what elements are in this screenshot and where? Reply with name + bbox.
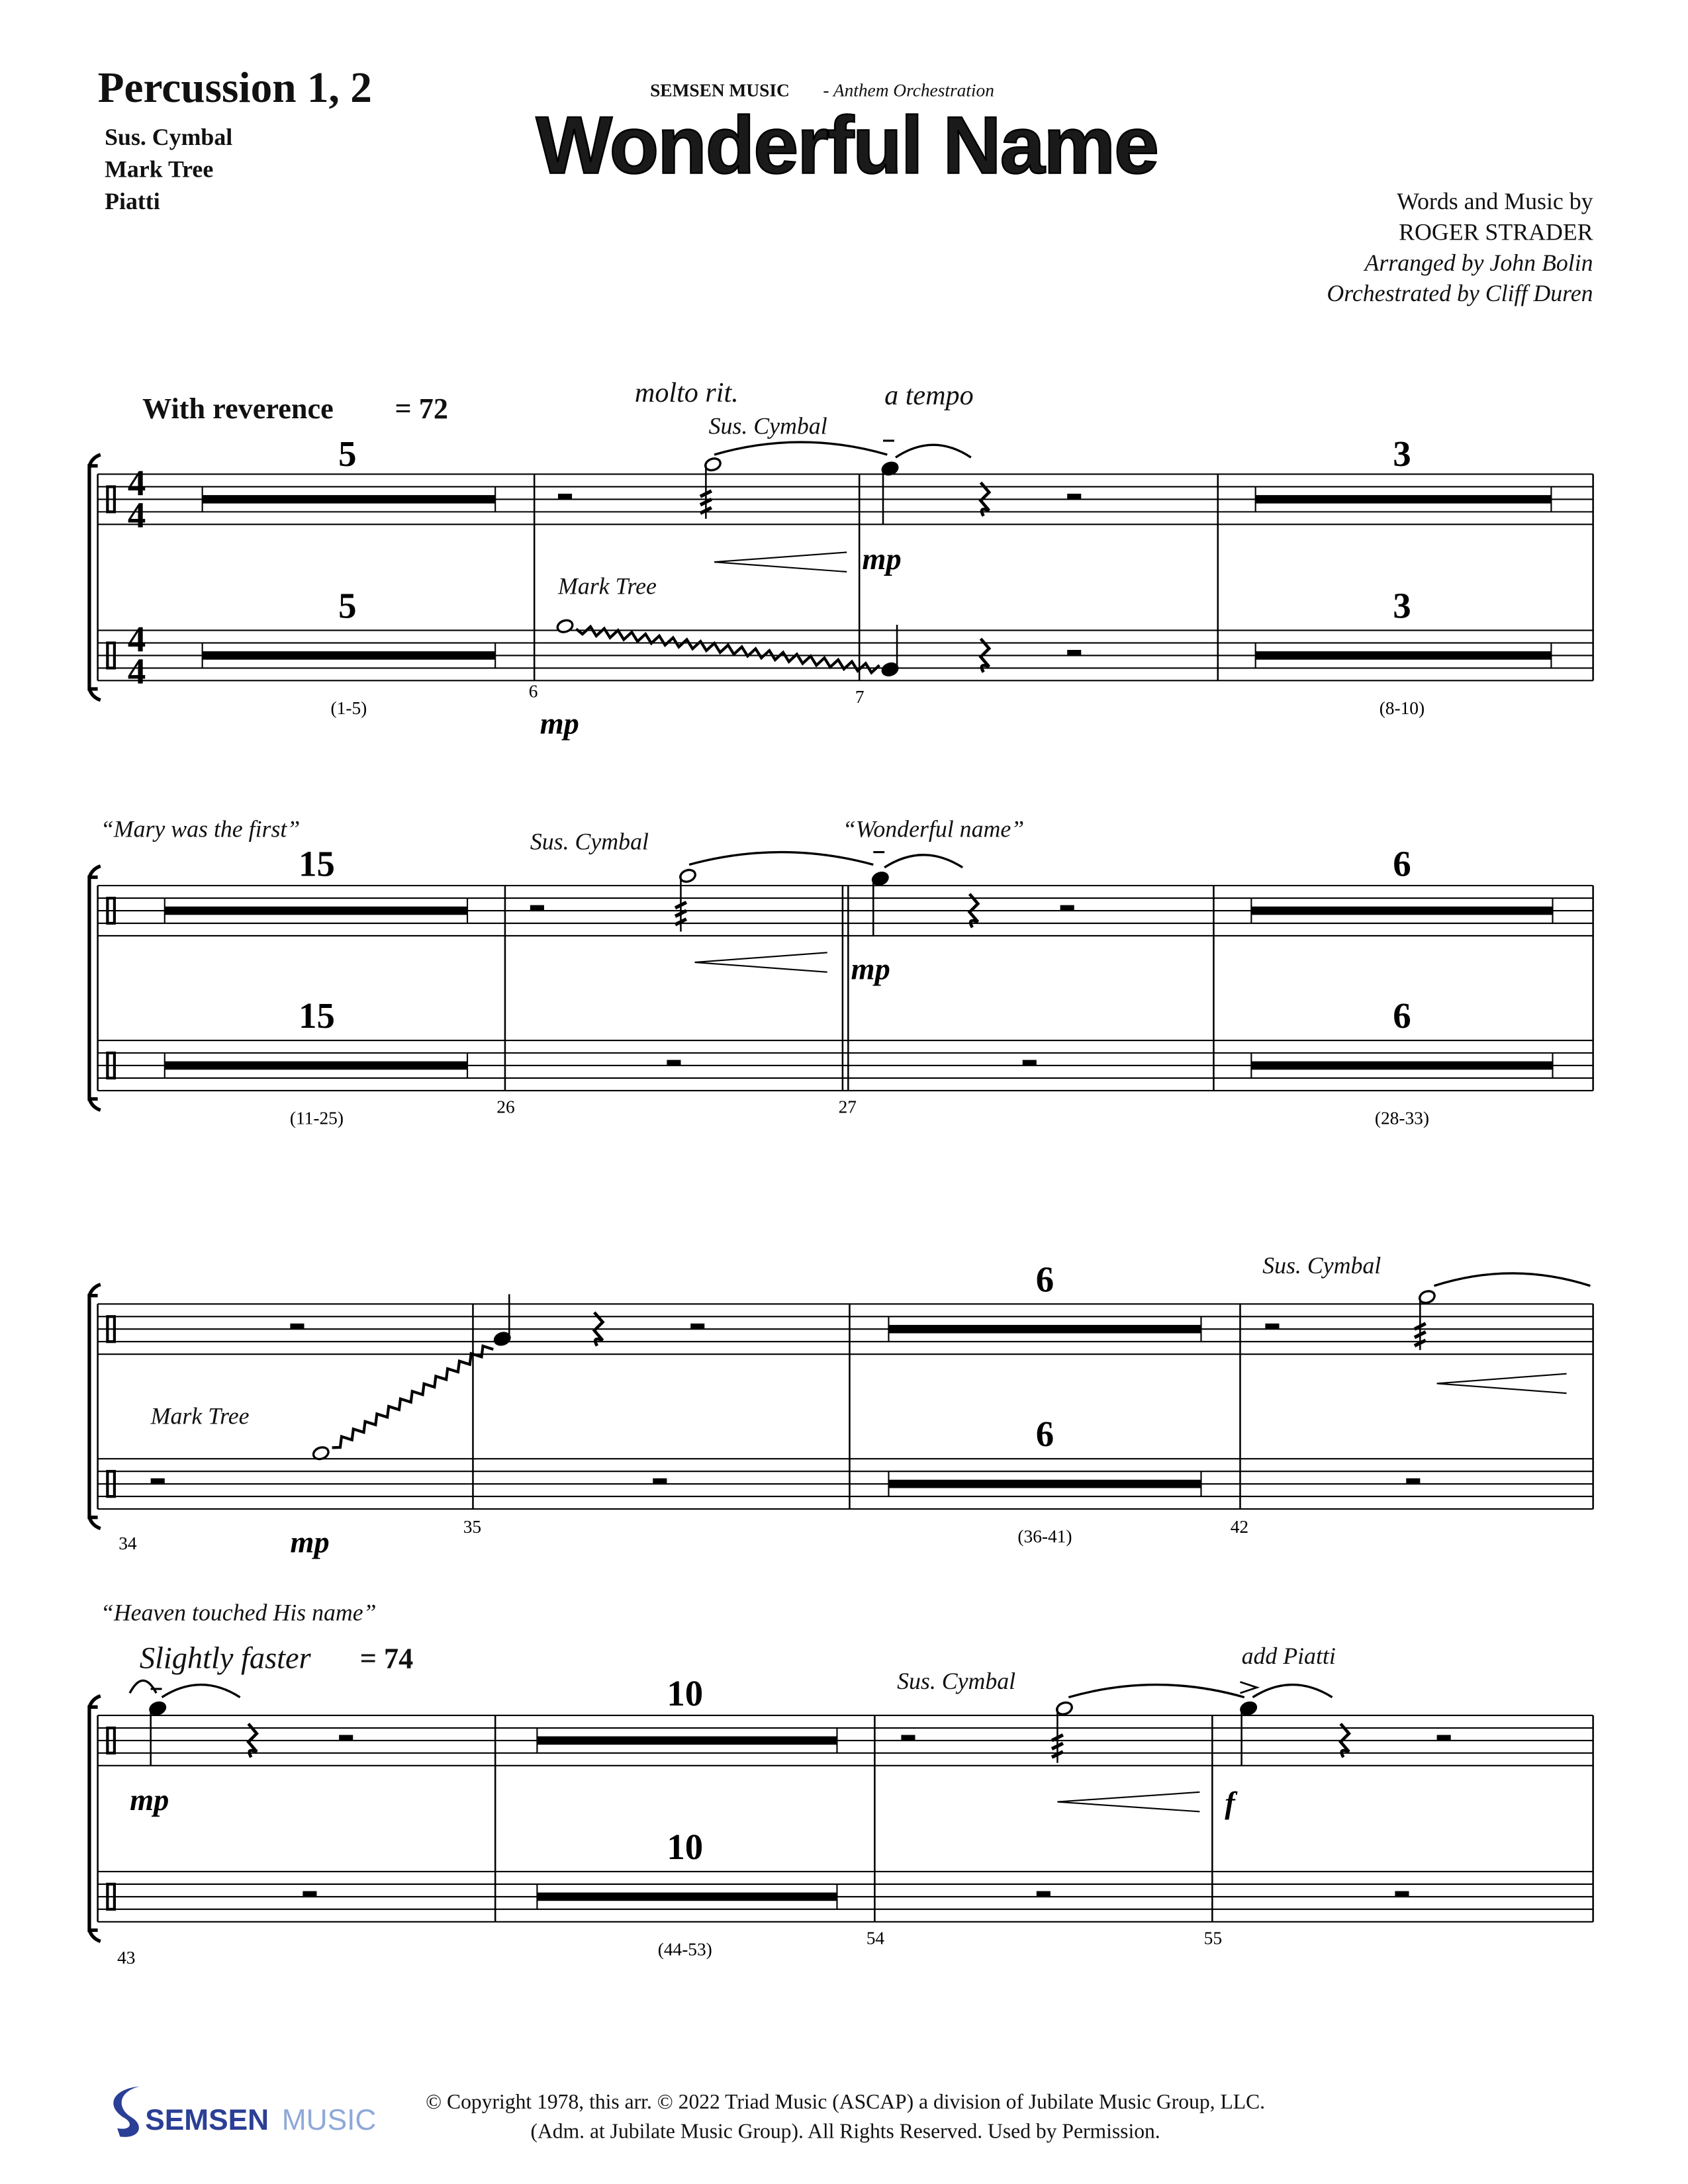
half-rest [1037,1891,1051,1896]
half-rest [1067,494,1081,499]
lyric-cue: “Heaven touched His name” [100,1599,377,1626]
glissando-line [332,1346,494,1447]
measure-number: 26 [496,1097,515,1117]
measure-range: (11-25) [289,1108,344,1128]
a-tempo: a tempo [884,380,974,412]
half-rest [901,1735,915,1740]
multirest-count: 6 [1393,995,1411,1036]
multirest-count: 10 [667,1673,704,1714]
credit-words-music: Words and Music by [1397,188,1593,215]
measure-range: (44-53) [657,1939,712,1960]
half-rest [1395,1891,1409,1896]
multirest-count: 6 [1035,1414,1055,1455]
add-piatti-label: add Piatti [1241,1642,1336,1669]
measure-number: 55 [1203,1928,1223,1948]
half-rest [290,1324,304,1329]
multimeasure-rest [537,1893,837,1901]
half-rest [667,1060,680,1066]
credit-orchestrator: Orchestrated by Cliff Duren [1327,280,1593,307]
notation-marks [89,441,1593,1941]
multirest-count: 3 [1393,433,1411,474]
part-title: Percussion 1, 2 [97,64,372,112]
measure-number: 27 [838,1097,857,1117]
multirest-count: 15 [299,995,335,1036]
multimeasure-rest [1251,1062,1552,1070]
measure-number: 6 [528,681,538,702]
measure-number: 34 [118,1533,137,1554]
logo-text-sub: MUSIC [281,2103,377,2136]
half-rest [1060,905,1074,911]
time-sig-bottom-num: 4 [127,619,146,660]
slur [1252,1685,1332,1698]
multimeasure-rest [1256,651,1552,660]
slur [1068,1685,1244,1698]
glissando-line [576,627,879,672]
half-rest [1067,650,1081,655]
lyric-cue: “Wonderful name” [842,815,1025,842]
instrument-1: Sus. Cymbal [105,124,233,151]
molto-rit: molto rit. [634,377,739,408]
slur [714,442,887,455]
logo-text-main: SEMSEN [145,2103,269,2136]
crescendo-hairpin [714,552,847,572]
slur [1434,1273,1590,1286]
dynamic-mp: mp [290,1525,330,1560]
multirest-count: 5 [338,433,357,474]
crescendo-hairpin [695,952,827,972]
multirest-count: 6 [1035,1259,1055,1300]
measure-number: 43 [117,1948,136,1968]
mark-tree-note [556,618,575,634]
multimeasure-rest [203,651,496,660]
publisher: SEMSEN MUSIC [650,80,790,101]
dynamic-mp: mp [130,1784,169,1818]
measure-range: (8-10) [1379,698,1425,718]
time-sig-top-num: 4 [127,463,146,504]
system-bracket [89,455,101,700]
half-rest [339,1735,353,1740]
half-rest [1265,1324,1279,1329]
system-bracket [89,866,101,1111]
measure-number: 54 [866,1928,885,1948]
semsen-logo [113,2086,376,2136]
half-rest [558,494,572,499]
sus-cymbal-label: Sus. Cymbal [1262,1251,1382,1279]
measure-number: 7 [855,687,865,707]
multirest-count: 15 [299,843,335,884]
measure-range: (1-5) [330,698,367,718]
logo-s-mark [113,2086,140,2136]
dynamic-mp: mp [539,707,579,741]
multirest-count: 3 [1393,585,1411,626]
copyright-line-1: © Copyright 1978, this arr. © 2022 Triad Music (ASCAP) a division of Jubilate Music Group, LLC. [426,2090,1266,2114]
slur [130,1680,156,1693]
measure-number: 35 [463,1516,482,1537]
half-rest [1406,1479,1420,1484]
multimeasure-rest [888,1480,1201,1488]
tempo-marking: Slightly faster [139,1641,311,1676]
credit-arranger: Arranged by John Bolin [1364,249,1593,276]
dynamic-mp: mp [862,542,902,576]
tempo-marking: With reverence [142,392,334,426]
instrument-2: Mark Tree [105,156,214,183]
measure-number: 42 [1230,1516,1249,1537]
instrument-3: Piatti [105,188,160,215]
crescendo-hairpin [1057,1792,1199,1812]
copyright-line-2: (Adm. at Jubilate Music Group). All Rights Reserved. Used by Permission. [530,2119,1160,2143]
time-sig-top-den: 4 [127,494,146,535]
multirest-count: 10 [667,1827,704,1868]
mark-tree-label: Mark Tree [558,572,657,600]
half-rest [151,1479,165,1484]
sus-cymbal-label: Sus. Cymbal [897,1667,1016,1694]
half-rest [1023,1060,1037,1066]
slur [896,445,971,457]
multimeasure-rest [1251,907,1552,915]
multimeasure-rest [1256,495,1552,504]
slur [162,1685,240,1698]
lyric-cue: “Mary was the first” [100,815,301,842]
sus-cymbal-label: Sus. Cymbal [708,412,827,439]
tempo-value: = 72 [395,392,448,426]
multimeasure-rest [165,907,467,915]
measure-range: (28-33) [1374,1108,1429,1128]
accent-mark [1240,1682,1256,1693]
multimeasure-rest [888,1325,1201,1334]
multimeasure-rest [165,1062,467,1070]
tempo-value: = 74 [359,1642,414,1675]
half-rest [303,1891,316,1896]
half-rest [530,905,544,911]
sus-cymbal-label: Sus. Cymbal [530,828,649,855]
slur [884,855,962,868]
series: - Anthem Orchestration [823,80,994,101]
half-rest [653,1479,667,1484]
multirest-count: 6 [1393,843,1411,884]
dynamic-mp: mp [851,952,890,987]
time-sig-bottom-den: 4 [127,651,146,692]
crescendo-hairpin [1437,1374,1567,1394]
system-bracket [89,1696,101,1941]
half-rest [690,1324,704,1329]
multimeasure-rest [203,495,496,504]
measure-range: (36-41) [1017,1526,1072,1547]
multirest-count: 5 [338,585,357,626]
multimeasure-rest [537,1737,837,1745]
half-rest [1437,1735,1451,1740]
mark-tree-label: Mark Tree [150,1402,250,1430]
slur [689,852,873,865]
credit-composer: ROGER STRADER [1399,218,1593,246]
song-title: Wonderful Name [536,99,1158,191]
dynamic-f: f [1225,1786,1235,1821]
system-bracket [89,1285,101,1529]
